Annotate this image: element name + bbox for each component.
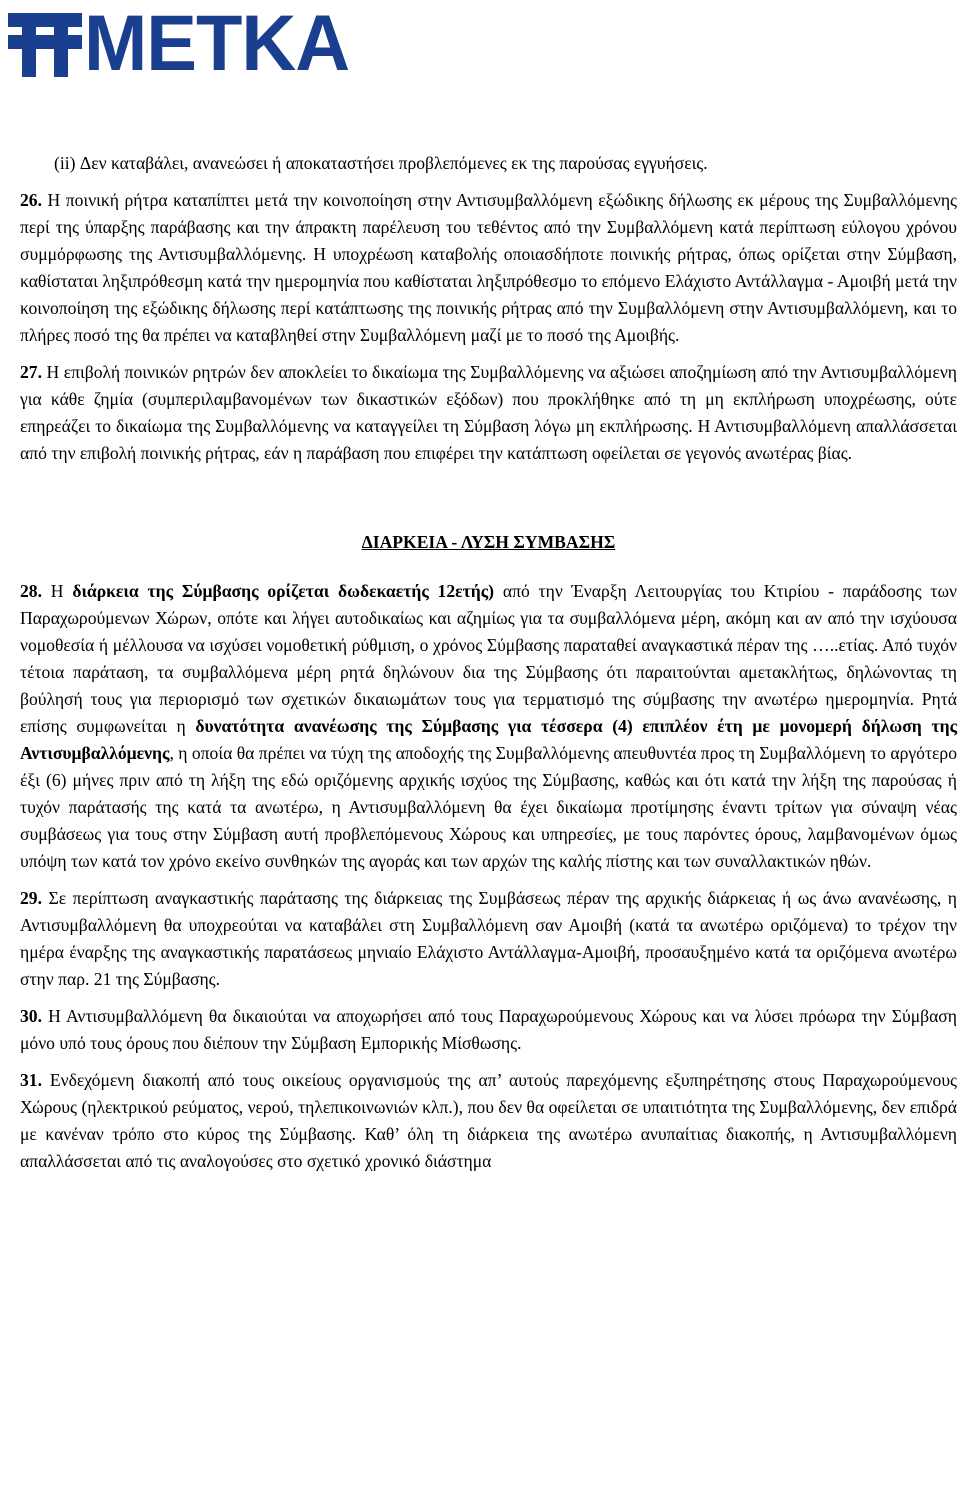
clause-31-text: Ενδεχόμενη διακοπή από τους οικείους οργανισμούς της απ’ αυτούς παρεχόμενης εξυπηρέτησης στους Παραχωρούμενους Χώρους (ηλεκτρικού ρεύματος, νερού, τηλεπικοινωνιών κλπ.), που δεν θα οφείλεται σε υπαιτιότητα της Συμβαλλόμενης, δεν επιδρά με κανέναν τρόπο στο κύρος της Σύμβασης. Καθ’ όλη τη διάρκεια της ανωτέρω ανυπαίτιας διακοπής, η Αντισυμβαλλόμενη απαλλάσσεται από τις αναλογούσες στο σχετικό χρονικό διάστημα [20, 1070, 957, 1171]
clause-27 [20, 359, 957, 467]
clause-29-number: 29. [20, 888, 42, 908]
clause-28-number: 28. [20, 581, 42, 601]
clause-28-text-a: Η [42, 581, 73, 601]
clause-26-text: Η ποινική ρήτρα καταπίπτει μετά την κοινοποίηση στην Αντισυμβαλλόμενη εξώδικης δήλωσης εκ μέρους της Συμβαλλόμενης περί της ύπαρξης παράβασης και την άπρακτη παρέλευση του τεθέντος από την Συμβαλλόμενη κατά περίπτωση εύλογου χρόνου συμμόρφωσης της Αντισυμβαλλόμενης. Η υποχρέωση καταβολής οποιασδήποτε ποινικής ρήτρας, όπως ορίζεται στην Σύμβαση, καθίσταται ληξιπρόθεσμη κατά την ημερομηνία που καθίσταται ληξιπρόθεσμο το επόμενο Ελάχιστο Αντάλλαγμα - Αμοιβή μετά την κοινοποίηση της εξώδικης δήλωσης περί κατάπτωσης της ποινικής ρήτρας από την Συμβαλλόμενη στην Αντισυμβαλλόμενη, και το πλήρες ποσό της θα πρέπει να καταβληθεί στην Συμβαλλόμενη μαζί με το ποσό της Αμοιβής. [20, 190, 957, 345]
clause-29 [20, 885, 957, 993]
clause-ii: (ii) Δεν καταβάλει, ανανεώσει ή αποκαταστήσει προβλεπόμενες εκ της παρούσας εγγυήσεις. [54, 153, 708, 173]
clause-30-text: Η Αντισυμβαλλόμενη θα δικαιούται να αποχωρήσει από τους Παραχωρούμενους Χώρους και να λύσει πρόωρα την Σύμβαση μόνο υπό τους όρους που διέπουν την Σύμβαση Εμπορικής Μίσθωσης. [20, 1006, 957, 1053]
logo-mark-icon [8, 11, 82, 77]
document-body [20, 150, 957, 1175]
clause-28-duration: διάρκεια της Σύμβασης ορίζεται δωδεκαετής 12ετής) [72, 581, 495, 601]
clause-26 [20, 187, 957, 349]
clause-30-number: 30. [20, 1006, 42, 1026]
clause-26-number: 26. [20, 190, 42, 210]
clause-31-number: 31. [20, 1070, 42, 1090]
clause-28 [20, 578, 957, 875]
clause-28-text-b: από την Έναρξη Λειτουργίας του Κτιρίου - παράδοσης των Παραχωρούμενων Χώρων, οπότε και λήγει αυτοδικαίως και αζημίως για τα συμβαλλόμενα μέρη, ακόμη και αν από την ισχύουσα νομοθεσία ή μέλλουσα να ισχύσει νομοθετική ρύθμιση, ο χρόνος Σύμβασης παραταθεί αναγκαστικά πέραν της …..ετίας. Από τυχόν τέτοια παράταση, τα συμβαλλόμενα μέρη ρητά δηλώνουν δια της Σύμβασης ότι παραιτούνται αμετακλήτως, δηλώνοντας τη βούλησή τους για περιορισμό των σχετικών δικαιωμάτων τους για τερματισμό της σύμβασης την ανωτέρω ημερομηνία. Ρητά επίσης συμφωνείται η [20, 581, 958, 736]
clause-28-text-c: , η οποία θα πρέπει να τύχη της αποδοχής της Συμβαλλόμενης απευθυντέα προς τη Συμβαλλόμενη το αργότερο έξι (6) μήνες πριν από τη λήξη της εδώ οριζόμενης αρχικής ισχύος της Σύμβασης, καθώς και ότι κατά την λήξη της παρούσας ή τυχόν παράτασής της κατά τα ανωτέρω, η Αντισυμβαλλόμενη θα έχει δικαίωμα προτίμησης έναντι τρίτων για σύναψη νέας συμβάσεως για τους στην Σύμβαση αυτή προβλεπόμενους Χώρους και υπηρεσίες, με τους παρόντες όρους, λαμβανομένων όμως υπόψη των κατά τον χρόνο εκείνο συνθηκών της αγοράς και των αρχών της καλής πίστης και των συναλλακτικών ηθών. [20, 743, 957, 871]
section-heading: ΔΙΑΡΚΕΙΑ - ΛΥΣΗ ΣΥΜΒΑΣΗΣ [361, 532, 616, 552]
clause-28-renewal: δυνατότητα ανανέωσης της Σύμβασης για τέσσερα (4) επιπλέον έτη με μονομερή δήλωση της Αντισυμβαλλόμενης [20, 716, 957, 763]
logo-text: METKA [84, 0, 350, 88]
clause-31 [20, 1067, 957, 1175]
clause-29-text: Σε περίπτωση αναγκαστικής παράτασης της διάρκειας της Συμβάσεως πέραν της αρχικής διάρκειας ή ως άνω ανανέωσης, η Αντισυμβαλλόμενη θα υποχρεούται να καταβάλει στη Συμβαλλόμενη σαν Αμοιβή (κατά τα ανωτέρω οριζόμενα) το τρέχον την ημέρα έναρξης της αναγκαστικής παρατάσεως μηνιαίο Ελάχιστο Αντάλλαγμα-Αμοιβή, προσαυξημένο κατά τα οριζόμενα ανωτέρω στην παρ. 21 της Σύμβασης. [20, 888, 957, 989]
clause-30 [20, 1003, 957, 1057]
clause-27-number: 27. [20, 362, 42, 382]
company-logo [8, 0, 350, 88]
clause-27-text: Η επιβολή ποινικών ρητρών δεν αποκλείει το δικαίωμα της Συμβαλλόμενης να αξιώσει αποζημίωση από την Αντισυμβαλλόμενη για κάθε ζημία (συμπεριλαμβανομένων των δικαστικών εξόδων) που προκλήθηκε από τη μη εκπλήρωση υποχρέωσης, ούτε επηρεάζει το δικαίωμα της Συμβαλλόμενης να καταγγείλει τη Σύμβαση λόγω μη εκπλήρωσης. Η Αντισυμβαλλόμενη απαλλάσσεται από την επιβολή ποινικής ρήτρας, εάν η παράβαση που επιφέρει την κατάπτωση οφείλεται σε γεγονός ανωτέρας βίας. [20, 362, 957, 463]
